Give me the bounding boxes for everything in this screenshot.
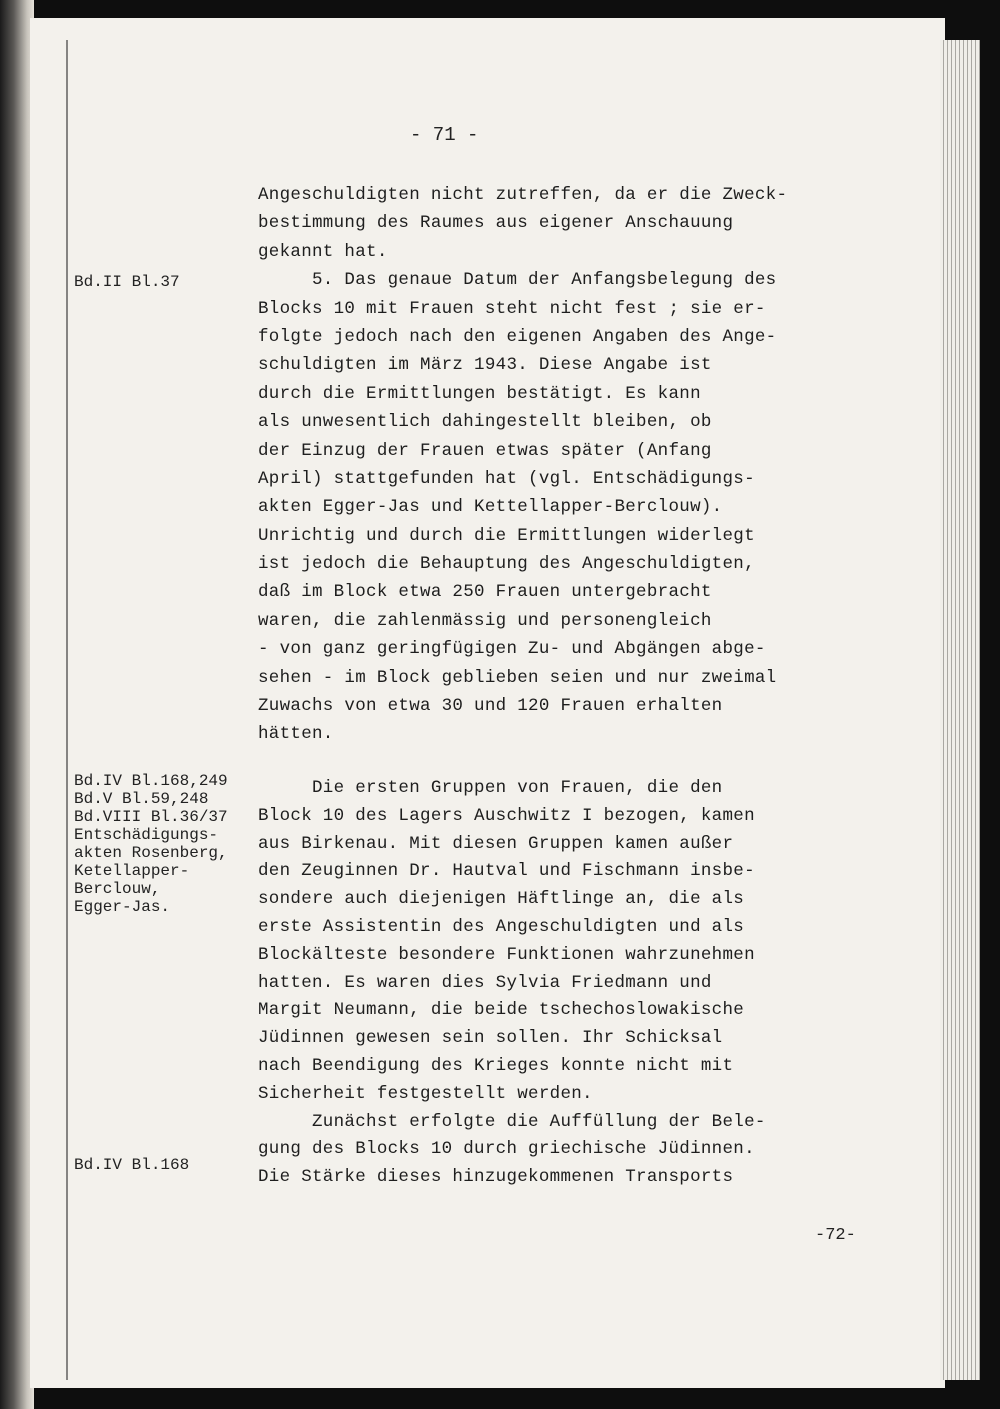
text-line: schuldigten im März 1943. Diese Angabe ist (258, 355, 712, 376)
page-edges (940, 40, 980, 1380)
text-line: Zunächst erfolgte die Auffüllung der Bele- (258, 1111, 766, 1132)
book-binding (0, 0, 34, 1409)
next-page-marker: -72- (815, 1226, 856, 1245)
text-line: Margit Neumann, die beide tschechoslowakische (258, 1000, 745, 1021)
text-line: Blockälteste besondere Funktionen wahrzunehmen (258, 944, 755, 965)
text-line: akten Egger-Jas und Kettellapper-Berclouw). (258, 497, 723, 518)
text-line: folgte jedoch nach den eigenen Angaben des Ange- (258, 326, 777, 347)
text-line: gung des Blocks 10 durch griechische Jüdinnen. (258, 1139, 755, 1160)
text-line: sehen - im Block geblieben seien und nur zweimal (258, 667, 777, 688)
text-line: der Einzug der Frauen etwas später (Anfang (258, 440, 712, 461)
text-line: Angeschuldigten nicht zutreffen, da er die Zweck- (258, 185, 788, 205)
text-line: daß im Block etwa 250 Frauen untergebracht (258, 582, 712, 603)
text-line: nach Beendigung des Krieges konnte nicht mit (258, 1055, 734, 1076)
text-line: durch die Ermittlungen bestätigt. Es kann (258, 383, 701, 404)
text-line: Die ersten Gruppen von Frauen, die den (258, 778, 723, 798)
paragraph-2 (258, 775, 766, 1192)
text-line: 5. Das genaue Datum der Anfangsbelegung des (258, 270, 777, 291)
text-line: Unrichtig und durch die Ermittlungen widerlegt (258, 525, 755, 546)
text-line: Die Stärke dieses hinzugekommenen Transports (258, 1167, 734, 1188)
text-line: gekannt hat. (258, 241, 388, 262)
text-line: den Zeuginnen Dr. Hautval und Fischmann insbe- (258, 861, 755, 882)
margin-note: Bd.IV Bl.168 (74, 1156, 190, 1174)
text-line: hatten. Es waren dies Sylvia Friedmann und (258, 972, 712, 993)
text-line: als unwesentlich dahingestellt bleiben, ob (258, 412, 712, 433)
text-line: - von ganz geringfügigen Zu- und Abgängen abge- (258, 639, 766, 660)
page-number: - 71 - (410, 124, 479, 146)
margin-note: Bd.IV Bl.168,249 Bd.V Bl.59,248 Bd.VIII Bl.36/37 Entschädigungs- akten Rosenberg, Ketellapper- Berclouw, Egger-Jas. (74, 772, 228, 916)
text-line: erste Assistentin des Angeschuldigten und als (258, 916, 745, 937)
margin-note: Bd.II Bl.37 (74, 273, 180, 291)
text-line: Block 10 des Lagers Auschwitz I bezogen, kamen (258, 805, 755, 826)
margin-rule (66, 40, 68, 1380)
text-line: Blocks 10 mit Frauen steht nicht fest ; sie er- (258, 298, 766, 319)
text-line: aus Birkenau. Mit diesen Gruppen kamen außer (258, 833, 734, 854)
text-line: bestimmung des Raumes aus eigener Anschauung (258, 213, 734, 234)
paragraph-1 (258, 181, 787, 749)
text-line: sondere auch diejenigen Häftlinge an, die als (258, 889, 745, 910)
text-line: waren, die zahlenmässig und personengleich (258, 610, 712, 631)
text-line: Zuwachs von etwa 30 und 120 Frauen erhalten (258, 696, 723, 717)
text-line: Jüdinnen gewesen sein sollen. Ihr Schicksal (258, 1028, 723, 1049)
text-line: ist jedoch die Behauptung des Angeschuldigten, (258, 554, 755, 575)
text-line: hätten. (258, 724, 334, 745)
text-line: Sicherheit festgestellt werden. (258, 1083, 593, 1104)
text-line: April) stattgefunden hat (vgl. Entschädigungs- (258, 468, 755, 489)
